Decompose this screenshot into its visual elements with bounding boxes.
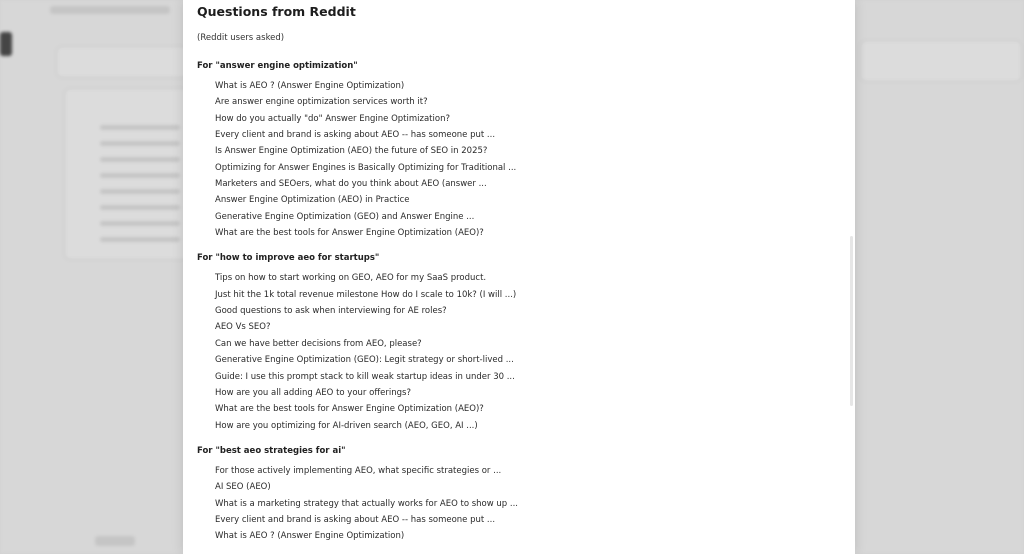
question-item[interactable]: Good questions to ask when interviewing for AE roles? [215, 306, 447, 317]
question-item[interactable]: Can we have better decisions from AEO, please? [215, 338, 422, 349]
question-item[interactable]: What is AEO ? (Answer Engine Optimization) [215, 81, 405, 91]
question-item[interactable]: For those actively implementing AEO, what specific strategies or ... [215, 465, 502, 476]
question-item[interactable]: What are the best tools for Answer Engine Optimization (AEO)? [215, 228, 484, 239]
question-list [197, 463, 841, 545]
question-item[interactable]: Guide: I use this prompt stack to kill weak startup ideas in under 30 ... [215, 371, 515, 382]
question-item[interactable]: How are you all adding AEO to your offerings? [215, 387, 411, 398]
question-item[interactable]: What are the best tools for Answer Engine Optimization (AEO)? [215, 404, 484, 415]
question-item[interactable]: Are answer engine optimization services worth it? [215, 97, 428, 108]
question-item[interactable]: AI SEO (AEO) [215, 482, 271, 493]
question-list [197, 78, 841, 241]
section-heading: For "how to improve aeo for startups" [197, 253, 380, 264]
modal-subtitle: (Reddit users asked) [197, 33, 285, 43]
question-item[interactable]: Marketers and SEOers, what do you think about AEO (answer ... [215, 179, 487, 190]
modal-title: Questions from Reddit [197, 4, 356, 19]
question-item[interactable]: Answer Engine Optimization (AEO) in Practice [215, 195, 410, 206]
question-item[interactable]: Generative Engine Optimization (GEO): Legit strategy or short-lived ... [215, 355, 514, 366]
question-list [197, 270, 841, 433]
question-item[interactable]: What is AEO ? (Answer Engine Optimization) [215, 531, 405, 542]
question-item[interactable]: How do you actually "do" Answer Engine Optimization? [215, 113, 450, 124]
question-item[interactable]: How are you optimizing for AI-driven search (AEO, GEO, AI ...) [215, 420, 478, 431]
question-item[interactable]: Every client and brand is asking about AEO -- has someone put ... [215, 130, 496, 141]
section-heading: For "best aeo strategies for ai" [197, 445, 346, 456]
question-item[interactable]: What is a marketing strategy that actually works for AEO to show up ... [215, 498, 518, 509]
question-item[interactable]: Tips on how to start working on GEO, AEO for my SaaS product. [215, 273, 487, 284]
question-item[interactable]: AEO Vs SEO? [215, 322, 271, 333]
question-item[interactable]: Just hit the 1k total revenue milestone How do I scale to 10k? (I will ...) [215, 289, 517, 300]
reddit-questions-modal [183, 0, 855, 554]
question-item[interactable]: Every client and brand is asking about AEO -- has someone put ... [215, 514, 496, 525]
modal-scrollbar[interactable] [850, 236, 853, 406]
question-item[interactable]: Is Answer Engine Optimization (AEO) the future of SEO in 2025? [215, 146, 488, 157]
question-item[interactable]: Optimizing for Answer Engines is Basically Optimizing for Traditional ... [215, 162, 517, 173]
question-item[interactable]: Generative Engine Optimization (GEO) and Answer Engine ... [215, 211, 475, 222]
section-heading: For "answer engine optimization" [197, 61, 358, 71]
